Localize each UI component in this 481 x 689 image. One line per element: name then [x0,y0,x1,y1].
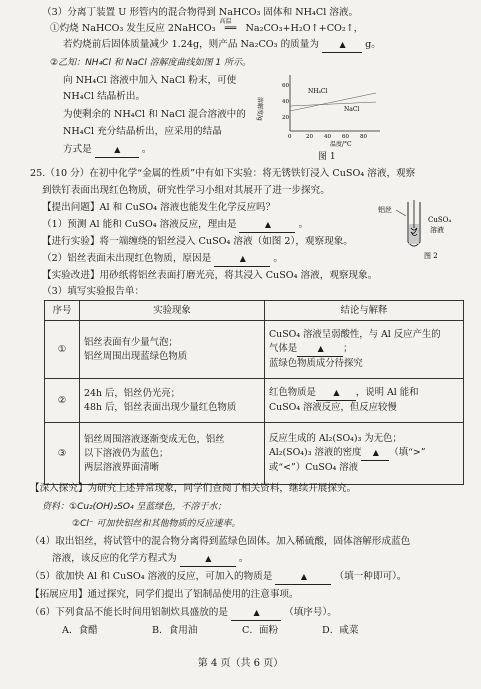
blank-mark: ▲ [114,145,120,154]
nacl-curve [290,102,376,106]
deep-line2: 资料：①Cu₂(OH)₂SO₄ 呈蓝绿色，不溶于水； [42,502,227,512]
chart-xtick: 80 [360,134,367,140]
option-a: A．食醋 [62,625,98,636]
q25-line6-end: 。 [273,253,283,264]
observation-line: 铝丝表面有少量气泡； [84,336,178,348]
blank-mark: ▲ [239,254,245,263]
conclusion-line [269,386,459,401]
figure2-caption: 图 2 [424,252,438,260]
answer-blank [297,342,343,357]
deep-line6 [30,570,406,585]
option-d: D．咸菜 [322,625,359,636]
observation-line: 以下溶液仍为蓝色； [84,447,169,459]
conclusion-line: 反应生成的 Al₂(SO₄)₃ 为无色； [269,433,402,444]
table-row [45,379,464,423]
chart-xlabel: 温度/°C [330,141,352,148]
conclusion-cell [265,379,464,423]
q3-line9-end: 。 [141,144,152,155]
option-c: C．面粉 [242,625,279,636]
blank-mark: ▲ [205,554,211,563]
test-tube-figure [378,198,468,260]
table-header-row [45,301,464,321]
solution-label-2: 溶液 [430,226,444,234]
blank-mark: ▲ [333,388,339,397]
deep-line6-end: （填一种即可）。 [334,571,407,582]
chart-ylabel: 溶解度/g [256,97,263,121]
nh4cl-curve [290,93,376,111]
blank-mark: ▲ [253,608,259,617]
q25-line4 [42,218,308,233]
observation-line: 24h 后，铝丝仍光亮； [84,387,180,399]
col-header-conclusion: 结论与解释 [265,301,464,321]
q3-line5: 向 NH₄Cl 溶液中加入 NaCl 粉末，可使 [63,75,237,86]
deep-line8-end: （填序号）。 [284,607,337,618]
q3-line2-a: ①灼烧 NaHCO₃ 发生反应 2NaHCO₃ [50,23,216,34]
conclusion-text: ，说明 Al 能和 [355,387,419,398]
conclusion-line [269,446,459,461]
blank-mark: ▲ [339,40,345,49]
deep-line6-text: （5）欲加快 Al 和 CuSO₄ 溶液的反应，可加入的物质是 [30,571,273,582]
deep-line8-text: （6）下列食品不能长时间用铝制炊具盛放的是 [30,607,228,618]
chart-xtick: 60 [342,134,349,140]
observation-cell [80,321,265,379]
chart-ytick: 40 [282,99,289,105]
answer-blank [214,252,270,267]
chart-xtick: 40 [324,134,331,140]
blank-mark: ▲ [372,448,378,457]
q3-line3-end: g。 [365,39,381,50]
chart-ytick: 20 [282,115,289,121]
q25-line6-text: （2）铝丝表面未出现红色物质，原因是 [42,253,212,264]
row-number: ③ [45,423,80,485]
deep-line1: 【深入探究】为研究上述异常现象，同学们查阅了相关资料，继续开展探究。 [30,483,357,494]
blank-mark: ▲ [300,572,307,581]
solution-label-1: CuSO₄ [428,216,452,224]
answer-blank [239,218,295,233]
q3-line9-text: 方式是 [63,144,92,155]
answer-blank [231,606,281,621]
q3-line2-b: Na₂CO₃+H₂O↑+CO₂↑， [245,23,364,34]
conclusion-cell [265,321,464,379]
q25-line8: （3）填写实验报告单： [42,286,145,297]
wire-label: 铝丝 [378,206,392,214]
q25-line5: 【进行实验】将一端缠绕的铝丝浸入 CuSO₄ 溶液（如图 2），观察现象。 [42,236,353,247]
conclusion-line: 或“<”）CuSO₄ 溶液 [269,462,358,473]
q3-line6: NH₄Cl 结晶析出。 [63,91,146,102]
q25-line2: 到铁钉表面出现红色物质，研究性学习小组对其展开了进一步探究。 [42,185,330,196]
table-row [45,321,464,379]
deep-line8 [30,606,337,621]
answer-blank [180,552,236,567]
observation-line: 铝丝周围溶液逐渐变成无色，铝丝 [84,433,225,445]
q25-line4-text: （1）预测 Al 能和 CuSO₄ 溶液反应，理由是 [42,219,237,230]
answer-blank [95,143,139,158]
conclusion-text: 气体是 [269,343,298,354]
chart-xtick: 0 [288,134,292,140]
deep-line5-end: 。 [238,553,249,564]
wire-leader [396,210,406,216]
conclusion-cell [265,423,464,485]
col-header-observation: 实验现象 [80,301,265,321]
q25-line6 [42,252,283,267]
conclusion-line: CuSO₄ 溶液呈弱酸性，与 Al 反应产生的 [269,329,441,340]
deep-line7: 【拓展应用】通过探究，同学们提出了铝制品使用的注意事项。 [30,589,299,600]
blank-mark: ▲ [264,220,271,229]
reaction-condition: 高温 [219,18,232,25]
q25-line3: 【提出问题】Al 和 CuSO₄ 溶液也能发生化学反应吗？ [42,202,276,213]
answer-blank [361,446,389,461]
conclusion-line: 气体是 ▲ ； [269,342,459,357]
page-footer: 第 4 页（共 6 页） [197,658,284,669]
q3-line4: ②乙知：NH₄Cl 和 NaCl 溶解度曲线如图 1 所示。 [50,58,252,68]
q25-line7: 【实验改进】用砂纸将铝丝表面打磨光亮，将其浸入 CuSO₄ 溶液，观察现象。 [42,270,378,281]
answer-blank [322,38,362,53]
conclusion-text: （填“>” [389,447,426,458]
observation-line: 48h 后，铝丝表面出现少量红色物质 [84,401,237,413]
answer-blank [316,386,356,401]
observation-line: 铝丝周围出现蓝绿色物质 [84,350,188,362]
series-label-nacl: NaCl [344,106,360,113]
q3-line8: NH₄Cl 充分结晶析出，应采用的结晶 [63,126,222,137]
blank-mark: ▲ [317,344,323,353]
chart-xtick: 20 [306,134,313,140]
table-row [45,423,464,485]
solubility-chart [256,71,388,151]
conclusion-line: CuSO₄ 溶液反应，但反应较慢 [269,402,397,413]
q25-line1: 25.（10 分）在初中化学“金属的性质”中有如下实验：将无锈铁钉浸入 CuSO₄ 溶液，观察 [30,168,416,179]
conclusion-text: Al₂(SO₄)₃ 溶液的密度 [269,447,362,458]
row-number: ① [45,321,80,379]
conclusion-text: 红色物质是 [269,387,316,398]
q3-line3 [63,38,381,53]
deep-line3: ②Cl⁻ 可加快铝丝和其他物质的反应速率。 [72,519,241,529]
deep-line4: （4）取出铝丝，将试管中的混合物分离得到蓝绿色固体。加入稀硫酸，固体溶解形成蓝色 [30,536,411,547]
q3-line7: 为使剩余的 NH₄Cl 和 NaCl 混合溶液中的 [63,109,246,120]
conclusion-line: 蓝绿色物质成分待探究 [269,358,363,369]
q3-line2 [50,18,364,36]
option-b: B．食用油 [152,625,198,636]
q3-line3-text: 若灼烧前后固体质量减少 1.24g，则产品 Na₂CO₃ 的质量为 [63,39,319,50]
q25-line4-end: 。 [298,219,309,230]
observation-line: 两层溶液界面清晰 [84,461,160,473]
deep-line5-text: 溶液，该反应的化学方程式为 [52,553,177,564]
col-header-no: 序号 [45,301,80,321]
row-number: ② [45,379,80,423]
deep-line5 [52,552,248,567]
figure1-caption: 图 1 [318,152,336,162]
chart-ytick: 60 [282,83,289,89]
answer-blank [275,570,331,585]
reaction-arrow: 高温 ══ [215,22,245,36]
q3-line9 [63,143,152,158]
observation-cell [80,379,265,423]
experiment-report-table [44,300,464,485]
series-label-nh4cl: NH₄Cl [308,88,328,95]
observation-cell [80,423,265,485]
q3-line1: （3）分离丁装置 U 形管内的混合物得到 NaHCO₃ 固体和 NH₄Cl 溶液。 [42,7,359,18]
